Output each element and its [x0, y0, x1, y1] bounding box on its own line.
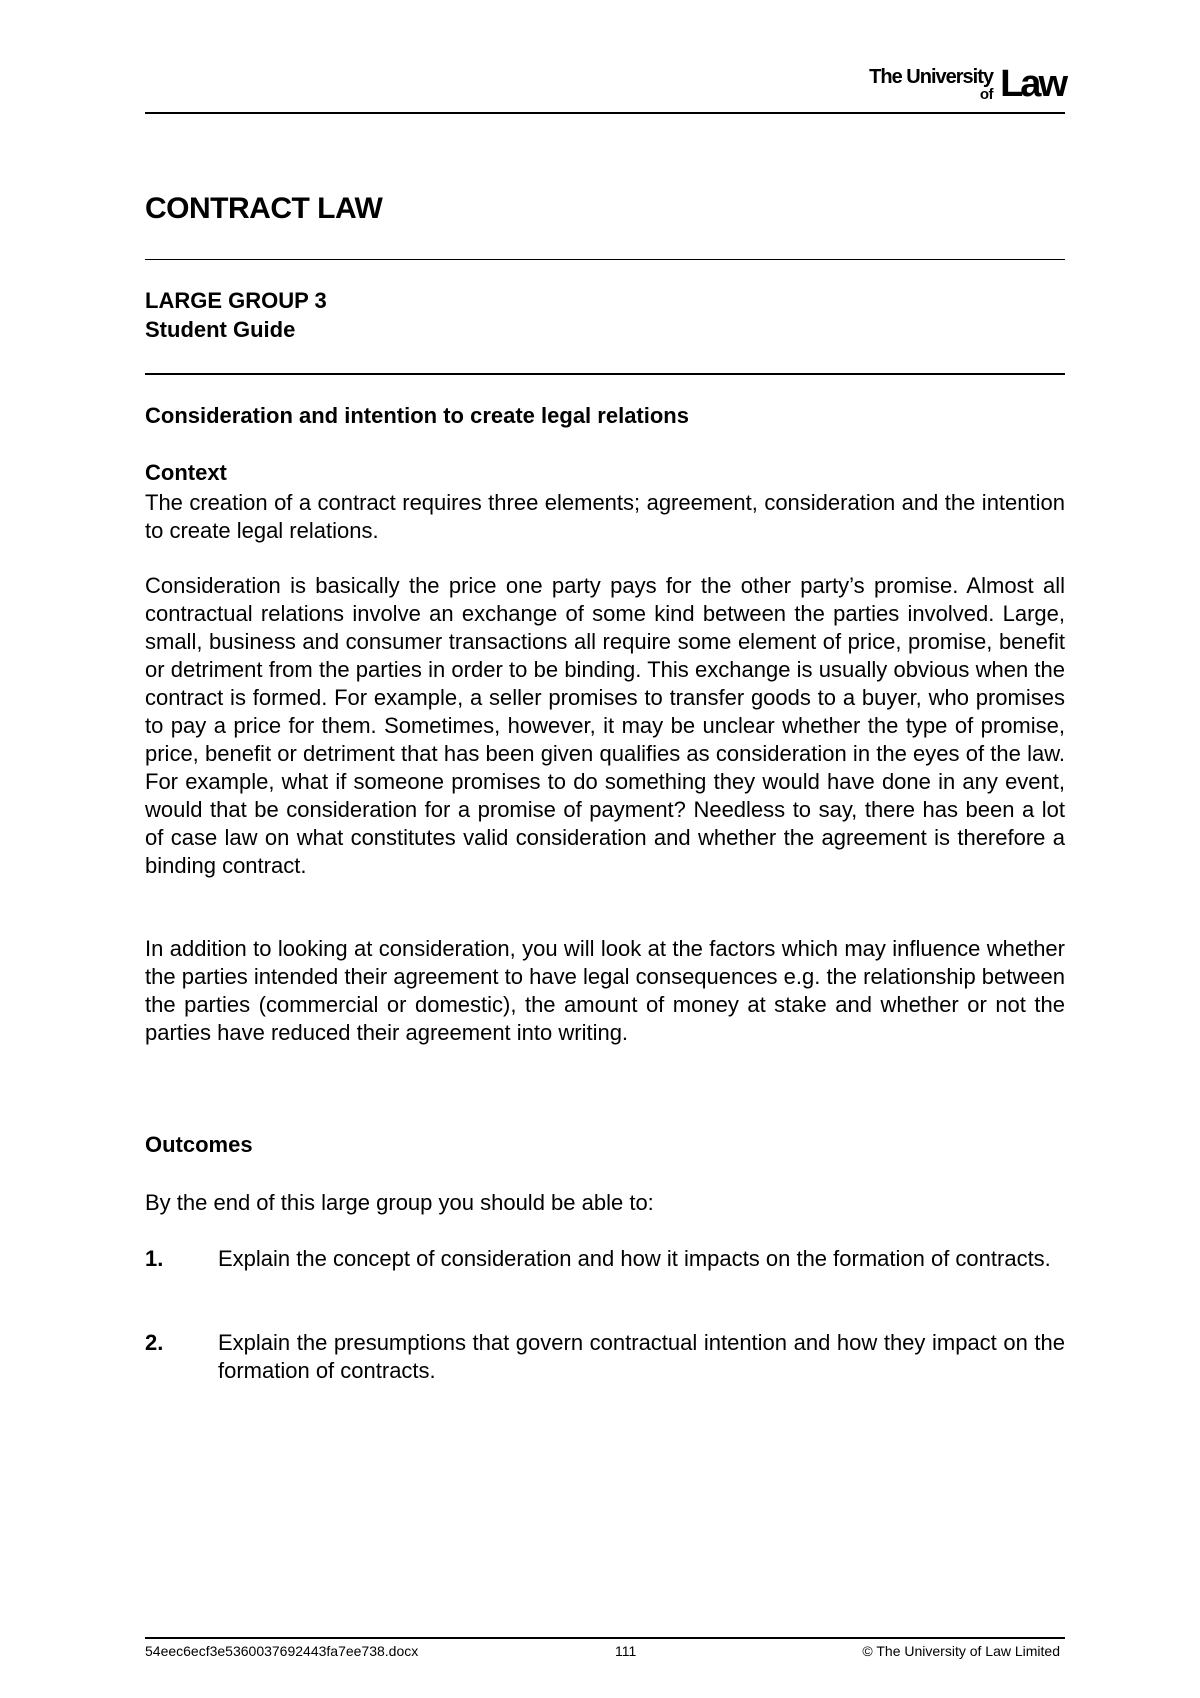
footer-rule	[145, 1637, 1065, 1639]
title-rule	[145, 259, 1065, 260]
footer-filename: 54eec6ecf3e5360037692443fa7ee738.docx	[145, 1643, 419, 1659]
context-paragraph-3: In addition to looking at consideration, you will look at the factors which may influence whether the parties intended their agreement to have legal consequences e.g. the relationship between the parties (commercial or domestic), the amount of money at stake and whether or not the parties have reduced their agreement into writing.	[145, 936, 1065, 1045]
outcomes-intro: By the end of this large group you should be able to:	[145, 1190, 654, 1215]
topic-heading: Consideration and intention to create legal relations	[145, 403, 689, 428]
context-heading: Context	[145, 460, 227, 485]
logo-line-1: The University	[869, 66, 993, 88]
outcomes-heading: Outcomes	[145, 1132, 253, 1157]
outcome-number: 1.	[145, 1246, 164, 1271]
document-title: CONTRACT LAW	[145, 192, 383, 225]
document-page	[145, 0, 1065, 1698]
university-logo	[855, 62, 1065, 106]
footer-page-number: 111	[615, 1643, 637, 1659]
outcome-text: Explain the presumptions that govern contractual intention and how they impact on the formation of contracts.	[218, 1330, 1065, 1383]
logo-line-3: Law	[1000, 63, 1065, 105]
context-paragraph-2: Consideration is basically the price one party pays for the other party’s promise. Almost all contractual relations involve an exchange of some kind between the parties involved. Large, small, business and consumer transactions all require some element of price, promise, benefit or detriment from the parties in order to be binding. This exchange is usually obvious when the contract is formed. For example, a seller promises to transfer goods to a buyer, who promises to pay a price for them. Sometimes, however, it may be unclear whether the type of promise, price, benefit or detriment that has been given qualifies as consideration in the eyes of the law. For example, what if someone promises to do something they would have done in any event, would that be consideration for a promise of payment? Needless to say, there has been a lot of case law on what constitutes valid consideration and whether the agreement is therefore a binding contract.	[145, 573, 1065, 878]
outcome-text: Explain the concept of consideration and how it impacts on the formation of contracts.	[218, 1246, 1051, 1271]
subtitle-rule	[145, 373, 1065, 375]
logo-line-2: of	[979, 86, 993, 103]
guide-label: Student Guide	[145, 317, 296, 342]
footer-copyright: © The University of Law Limited	[862, 1643, 1060, 1659]
context-paragraph-1: The creation of a contract requires three elements; agreement, consideration and the intention to create legal relations.	[145, 490, 1065, 543]
outcome-number: 2.	[145, 1330, 164, 1355]
header-rule	[145, 112, 1065, 114]
group-label: LARGE GROUP 3	[145, 288, 327, 313]
